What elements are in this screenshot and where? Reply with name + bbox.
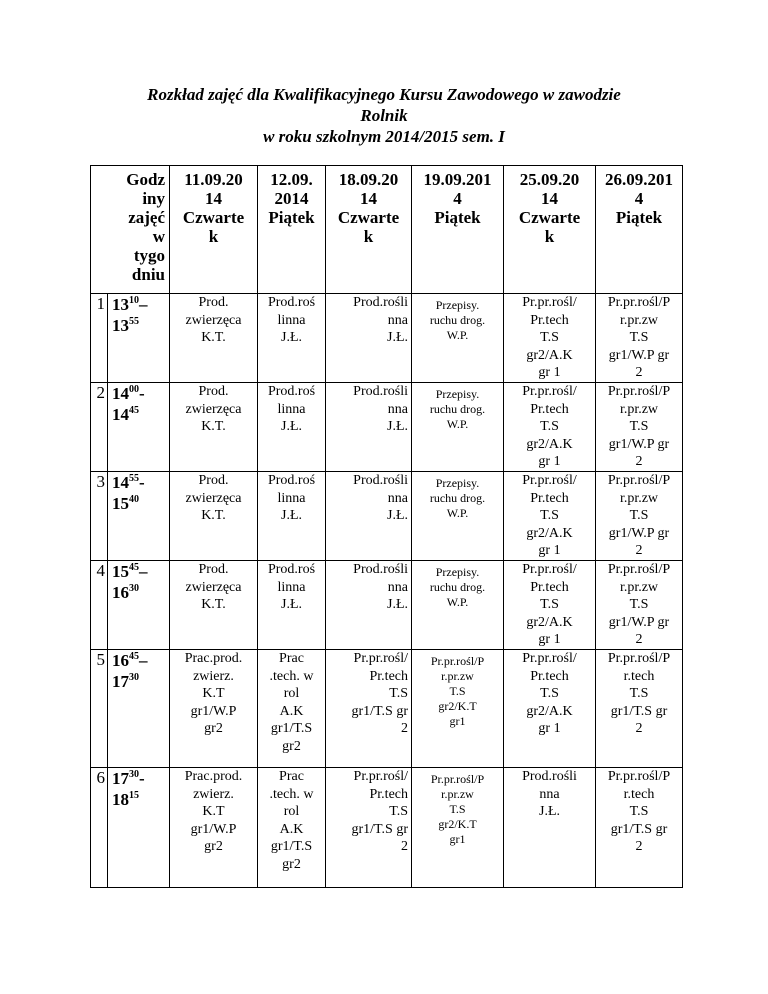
time-separator: –: [139, 295, 148, 314]
header-row: [91, 166, 683, 294]
schedule-cell-line: zwierzęca: [185, 401, 242, 417]
schedule-cell: [170, 561, 258, 650]
time-separator: -: [139, 473, 145, 492]
schedule-cell-line: Prod.: [198, 384, 229, 399]
schedule-cell-line: gr2: [204, 721, 223, 736]
schedule-cell: [170, 294, 258, 383]
schedule-cell-line: T.S: [449, 684, 466, 698]
header-hours-line: Godz: [126, 170, 165, 189]
schedule-cell-line: rol: [283, 686, 300, 701]
header-day-line: 2014: [274, 189, 309, 208]
schedule-cell-line: Przepisy.: [435, 565, 480, 579]
lesson-time: [108, 294, 170, 383]
schedule-cell: [258, 383, 326, 472]
schedule-cell-line: r.pr.zw: [619, 312, 659, 328]
time-separator: -: [139, 384, 145, 403]
schedule-cell: [170, 472, 258, 561]
schedule-cell-line: Pr.tech: [530, 668, 569, 684]
schedule-cell-line: gr1/T.S gr: [351, 821, 408, 837]
schedule-cell-line: 2: [635, 543, 643, 558]
schedule-cell-line: gr1/T.S gr: [351, 703, 408, 719]
schedule-cell-line: gr1: [449, 832, 466, 846]
schedule-cell-line: gr1/T.S: [270, 721, 313, 736]
schedule-cell-line: ruchu drog.: [429, 491, 486, 505]
header-day-5: [504, 166, 596, 294]
schedule-cell-line: J.Ł.: [281, 419, 302, 434]
schedule-cell-line: linna: [277, 579, 306, 595]
schedule-cell-line: gr1/W.P: [190, 821, 237, 837]
schedule-cell-line: Przepisy.: [435, 476, 480, 490]
header-day-line: k: [544, 227, 555, 246]
schedule-cell: [258, 472, 326, 561]
start-minute: 45: [129, 651, 139, 662]
lesson-number: 6: [91, 768, 108, 888]
header-day-line: 14: [541, 189, 558, 208]
lesson-number: 5: [91, 650, 108, 768]
lesson-time: [108, 472, 170, 561]
start-hour: 13: [112, 295, 129, 314]
time-separator: –: [139, 562, 148, 581]
schedule-cell-line: J.Ł.: [281, 597, 302, 612]
schedule-cell: [596, 472, 683, 561]
header-day-line: 14: [205, 189, 222, 208]
schedule-cell-line: Prod.roś: [267, 295, 316, 310]
schedule-cell-line: T.S: [629, 686, 649, 701]
table-row: [91, 561, 683, 650]
schedule-cell-line: Pr.pr.rośl/P: [430, 654, 485, 668]
header-day-6: [596, 166, 683, 294]
schedule-cell-line: Pr.tech: [530, 401, 569, 417]
end-hour: 14: [112, 405, 129, 424]
header-day-line: k: [208, 227, 219, 246]
schedule-cell-line: Pr.pr.rośl/P: [607, 769, 671, 784]
schedule-cell-line: T.S: [629, 330, 649, 345]
schedule-cell: [504, 383, 596, 472]
schedule-cell-line: r.pr.zw: [441, 787, 474, 801]
schedule-cell-line: nna: [387, 490, 408, 506]
start-minute: 30: [129, 769, 139, 780]
schedule-cell-line: ruchu drog.: [429, 580, 486, 594]
schedule-cell-line: K.T.: [201, 330, 226, 345]
schedule-cell: [412, 383, 504, 472]
schedule-cell: [412, 472, 504, 561]
lesson-time: [108, 561, 170, 650]
header-hours-line: dniu: [131, 265, 165, 284]
schedule-cell-line: Prod.rośli: [353, 295, 408, 310]
schedule-cell-line: 2: [401, 721, 408, 736]
schedule-cell-line: T.S: [540, 508, 559, 523]
schedule-cell-line: J.Ł.: [281, 330, 302, 345]
schedule-cell-line: T.S: [389, 804, 408, 819]
schedule-cell-line: Pr.pr.rośl/P: [607, 473, 671, 488]
schedule-cell-line: K.T.: [201, 508, 226, 523]
schedule-cell-line: Pr.pr.rośl/: [522, 295, 577, 310]
schedule-cell-line: 2: [635, 454, 643, 469]
schedule-cell-line: Pr.pr.rośl/P: [607, 295, 671, 310]
header-day-line: Czwarte: [337, 208, 400, 227]
end-hour: 18: [112, 790, 129, 809]
schedule-cell-line: ruchu drog.: [429, 313, 486, 327]
schedule-cell-line: Pr.pr.rośl/: [522, 651, 577, 666]
schedule-cell-line: nna: [387, 401, 408, 417]
header-day-line: Czwarte: [518, 208, 581, 227]
schedule-cell-line: gr 1: [538, 454, 561, 469]
schedule-cell-line: T.S: [629, 597, 649, 612]
schedule-cell-line: W.P.: [446, 506, 469, 520]
time-separator: -: [139, 769, 145, 788]
schedule-cell-line: K.T.: [201, 419, 226, 434]
schedule-cell-line: Prod.: [198, 562, 229, 577]
schedule-cell-line: J.Ł.: [387, 597, 408, 612]
schedule-cell-line: gr2/K.T: [438, 699, 477, 713]
schedule-cell-line: r.tech: [623, 786, 655, 802]
schedule-cell-line: gr1/W.P gr: [608, 347, 670, 363]
table-row: [91, 294, 683, 383]
schedule-cell: [326, 650, 412, 768]
schedule-cell-line: 2: [635, 839, 643, 854]
schedule-cell-line: zwierzęca: [185, 312, 242, 328]
schedule-cell: [596, 294, 683, 383]
schedule-cell-line: gr2: [282, 856, 301, 872]
schedule-cell-line: W.P.: [446, 595, 469, 609]
header-hours-line: iny: [142, 189, 165, 208]
schedule-cell-line: gr2/A.K: [526, 614, 573, 630]
schedule-cell: [326, 561, 412, 650]
header-day-line: 11.09.20: [184, 170, 243, 189]
schedule-cell-line: Pr.tech: [530, 490, 569, 506]
schedule-cell-line: r.pr.zw: [619, 490, 659, 506]
schedule-cell-line: A.K: [279, 703, 304, 719]
schedule-cell-line: T.S: [540, 686, 559, 701]
schedule-cell-line: J.Ł.: [539, 804, 560, 819]
schedule-cell-line: gr2/A.K: [526, 525, 573, 541]
schedule-cell: [596, 383, 683, 472]
schedule-cell-line: .tech. w: [269, 786, 314, 802]
schedule-cell-line: linna: [277, 490, 306, 506]
schedule-cell-line: Prod.rośli: [353, 384, 408, 399]
schedule-cell-line: gr1/W.P gr: [608, 614, 670, 630]
schedule-cell-line: ruchu drog.: [429, 402, 486, 416]
schedule-cell-line: gr1/W.P gr: [608, 525, 670, 541]
schedule-cell-line: gr1/W.P gr: [608, 436, 670, 452]
header-day-line: 25.09.20: [519, 170, 580, 189]
schedule-cell-line: nna: [387, 579, 408, 595]
schedule-cell-line: 2: [635, 721, 643, 736]
lesson-number: 1: [91, 294, 108, 383]
end-hour: 15: [112, 494, 129, 513]
lesson-time: [108, 768, 170, 888]
schedule-cell-line: Prac.prod.: [184, 651, 243, 666]
schedule-cell-line: Prod.: [198, 473, 229, 488]
header-day-line: 14: [360, 189, 377, 208]
title-line-1: Rozkład zajęć dla Kwalifikacyjnego Kursu Zawodowego w zawodzie: [147, 85, 621, 104]
lesson-number: 4: [91, 561, 108, 650]
schedule-cell-line: W.P.: [446, 417, 469, 431]
header-hours-line: tygo: [133, 246, 165, 265]
schedule-cell-line: J.Ł.: [387, 330, 408, 345]
schedule-cell-line: T.S: [449, 802, 466, 816]
schedule-cell: [258, 561, 326, 650]
table-row: [91, 650, 683, 768]
header-hours-line: zajęć: [128, 208, 165, 227]
start-minute: 45: [129, 562, 139, 573]
schedule-cell-line: gr2: [282, 738, 301, 754]
start-hour: 17: [112, 769, 129, 788]
header-day-line: k: [363, 227, 374, 246]
header-day-line: 19.09.201: [423, 170, 492, 189]
schedule-cell-line: gr2/A.K: [526, 436, 573, 452]
schedule-cell-line: Prac.prod.: [184, 769, 243, 784]
schedule-cell-line: r.tech: [623, 668, 655, 684]
schedule-cell: [170, 383, 258, 472]
schedule-cell-line: K.T.: [201, 597, 226, 612]
schedule-cell-line: gr1/T.S gr: [610, 821, 668, 837]
schedule-cell-line: J.Ł.: [387, 419, 408, 434]
table-row: [91, 768, 683, 888]
schedule-cell-line: r.pr.zw: [619, 579, 659, 595]
schedule-cell: [504, 472, 596, 561]
schedule-cell-line: zwierz.: [193, 668, 234, 684]
end-minute: 30: [129, 583, 139, 594]
schedule-cell: [412, 768, 504, 888]
end-hour: 16: [112, 583, 129, 602]
schedule-cell-line: Prod.: [198, 295, 229, 310]
schedule-cell-line: T.S: [540, 597, 559, 612]
header-day-line: Piątek: [434, 208, 481, 227]
schedule-cell-line: gr1/T.S gr: [610, 703, 668, 719]
time-separator: –: [139, 651, 148, 670]
schedule-cell-line: Pr.pr.rośl/: [353, 651, 408, 666]
header-day-1: [170, 166, 258, 294]
header-day-line: Piątek: [615, 208, 663, 227]
title-line-3: w roku szkolnym 2014/2015 sem. I: [263, 127, 505, 146]
schedule-cell-line: W.P.: [446, 328, 469, 342]
title-line-2: Rolnik: [360, 106, 408, 125]
start-hour: 16: [112, 651, 129, 670]
schedule-cell-line: .tech. w: [269, 668, 314, 684]
schedule-cell-line: zwierzęca: [185, 490, 242, 506]
start-minute: 55: [129, 473, 139, 484]
start-minute: 00: [129, 384, 139, 395]
end-minute: 55: [129, 316, 139, 327]
header-day-3: [326, 166, 412, 294]
schedule-cell-line: T.S: [540, 419, 559, 434]
schedule-cell: [596, 768, 683, 888]
schedule-cell-line: gr 1: [538, 543, 561, 558]
schedule-cell-line: zwierzęca: [185, 579, 242, 595]
schedule-cell: [258, 650, 326, 768]
schedule-cell: [596, 650, 683, 768]
header-day-line: Czwarte: [182, 208, 245, 227]
schedule-cell-line: gr2/A.K: [526, 703, 573, 719]
start-hour: 14: [112, 384, 129, 403]
end-minute: 40: [129, 494, 139, 505]
schedule-cell-line: Przepisy.: [435, 298, 480, 312]
header-day-line: 4: [634, 189, 644, 208]
header-day-line: 26.09.201: [605, 170, 673, 189]
start-hour: 14: [112, 473, 129, 492]
schedule-cell: [504, 650, 596, 768]
schedule-cell-line: linna: [277, 401, 306, 417]
header-day-line: 18.09.20: [338, 170, 399, 189]
schedule-cell-line: Pr.pr.rośl/: [522, 384, 577, 399]
schedule-cell: [412, 294, 504, 383]
schedule-cell: [170, 768, 258, 888]
lesson-time: [108, 650, 170, 768]
schedule-cell-line: Prod.rośli: [353, 562, 408, 577]
schedule-cell: [326, 472, 412, 561]
schedule-cell-line: K.T: [202, 686, 225, 701]
schedule-cell-line: Pr.pr.rośl/P: [607, 562, 671, 577]
schedule-cell-line: Prod.rośli: [522, 769, 577, 784]
schedule-cell-line: Pr.pr.rośl/P: [607, 651, 671, 666]
schedule-cell-line: J.Ł.: [281, 508, 302, 523]
schedule-cell-line: r.pr.zw: [619, 401, 659, 417]
start-hour: 15: [112, 562, 129, 581]
start-minute: 10: [129, 295, 139, 306]
schedule-cell-line: gr 1: [538, 365, 561, 380]
table-row: [91, 383, 683, 472]
schedule-cell: [596, 561, 683, 650]
table-row: [91, 472, 683, 561]
schedule-cell-line: Pr.pr.rośl/P: [607, 384, 671, 399]
schedule-cell: [504, 294, 596, 383]
schedule-cell-line: Prod.rośli: [353, 473, 408, 488]
schedule-cell-line: Prac: [279, 651, 304, 666]
schedule-cell-line: r.pr.zw: [441, 669, 474, 683]
schedule-cell: [326, 294, 412, 383]
schedule-cell-line: 2: [635, 632, 643, 647]
schedule-cell-line: Pr.tech: [530, 579, 569, 595]
header-day-line: 4: [453, 189, 462, 208]
lesson-number: 2: [91, 383, 108, 472]
schedule-table: [90, 165, 683, 888]
header-hours: [91, 166, 170, 294]
header-day-line: 12.09.: [270, 170, 313, 189]
schedule-cell-line: T.S: [629, 419, 649, 434]
schedule-cell-line: gr 1: [538, 632, 561, 647]
end-minute: 15: [129, 790, 139, 801]
schedule-cell: [170, 650, 258, 768]
schedule-cell-line: Pr.pr.rośl/P: [430, 772, 485, 786]
schedule-cell-line: gr 1: [538, 721, 561, 736]
schedule-cell: [504, 768, 596, 888]
schedule-cell-line: gr2/A.K: [526, 347, 573, 363]
document-title: [0, 84, 768, 147]
schedule-cell-line: K.T: [202, 804, 225, 819]
schedule-cell-line: gr1: [449, 714, 466, 728]
schedule-cell-line: Prac: [279, 769, 304, 784]
schedule-cell-line: T.S: [540, 330, 559, 345]
schedule-cell-line: gr2/K.T: [438, 817, 477, 831]
schedule-cell-line: A.K: [279, 821, 304, 837]
schedule-cell-line: nna: [387, 312, 408, 328]
schedule-cell-line: gr1/T.S: [270, 839, 313, 854]
schedule-cell-line: Prod.roś: [267, 384, 316, 399]
schedule-cell-line: T.S: [389, 686, 408, 701]
schedule-cell-line: 2: [401, 839, 408, 854]
schedule-cell: [326, 383, 412, 472]
end-minute: 30: [129, 672, 139, 683]
schedule-cell-line: zwierz.: [193, 786, 234, 802]
schedule-cell-line: gr1/W.P: [190, 703, 237, 719]
schedule-cell: [504, 561, 596, 650]
schedule-cell-line: Pr.pr.rośl/: [522, 473, 577, 488]
schedule-cell-line: T.S: [629, 804, 649, 819]
end-hour: 17: [112, 672, 129, 691]
schedule-cell-line: gr2: [204, 839, 223, 854]
schedule-cell-line: Przepisy.: [435, 387, 480, 401]
schedule-cell-line: linna: [277, 312, 306, 328]
schedule-cell-line: Pr.pr.rośl/: [353, 769, 408, 784]
end-hour: 13: [112, 316, 129, 335]
lesson-number: 3: [91, 472, 108, 561]
schedule-cell-line: Pr.tech: [530, 312, 569, 328]
header-day-2: [258, 166, 326, 294]
schedule-cell-line: Pr.pr.rośl/: [522, 562, 577, 577]
schedule-cell-line: rol: [283, 804, 300, 819]
schedule-body: [91, 294, 683, 888]
header-day-4: [412, 166, 504, 294]
schedule-cell-line: Pr.tech: [369, 668, 408, 684]
schedule-cell: [326, 768, 412, 888]
header-hours-line: w: [152, 227, 165, 246]
lesson-time: [108, 383, 170, 472]
schedule-cell: [258, 768, 326, 888]
end-minute: 45: [129, 405, 139, 416]
schedule-cell-line: Prod.roś: [267, 473, 316, 488]
schedule-cell-line: nna: [539, 786, 560, 802]
schedule-cell: [258, 294, 326, 383]
schedule-cell: [412, 561, 504, 650]
schedule-cell-line: Prod.roś: [267, 562, 316, 577]
header-day-line: Piątek: [268, 208, 315, 227]
schedule-cell: [412, 650, 504, 768]
schedule-cell-line: T.S: [629, 508, 649, 523]
schedule-cell-line: Pr.tech: [369, 786, 408, 802]
schedule-cell-line: 2: [635, 365, 643, 380]
schedule-cell-line: J.Ł.: [387, 508, 408, 523]
